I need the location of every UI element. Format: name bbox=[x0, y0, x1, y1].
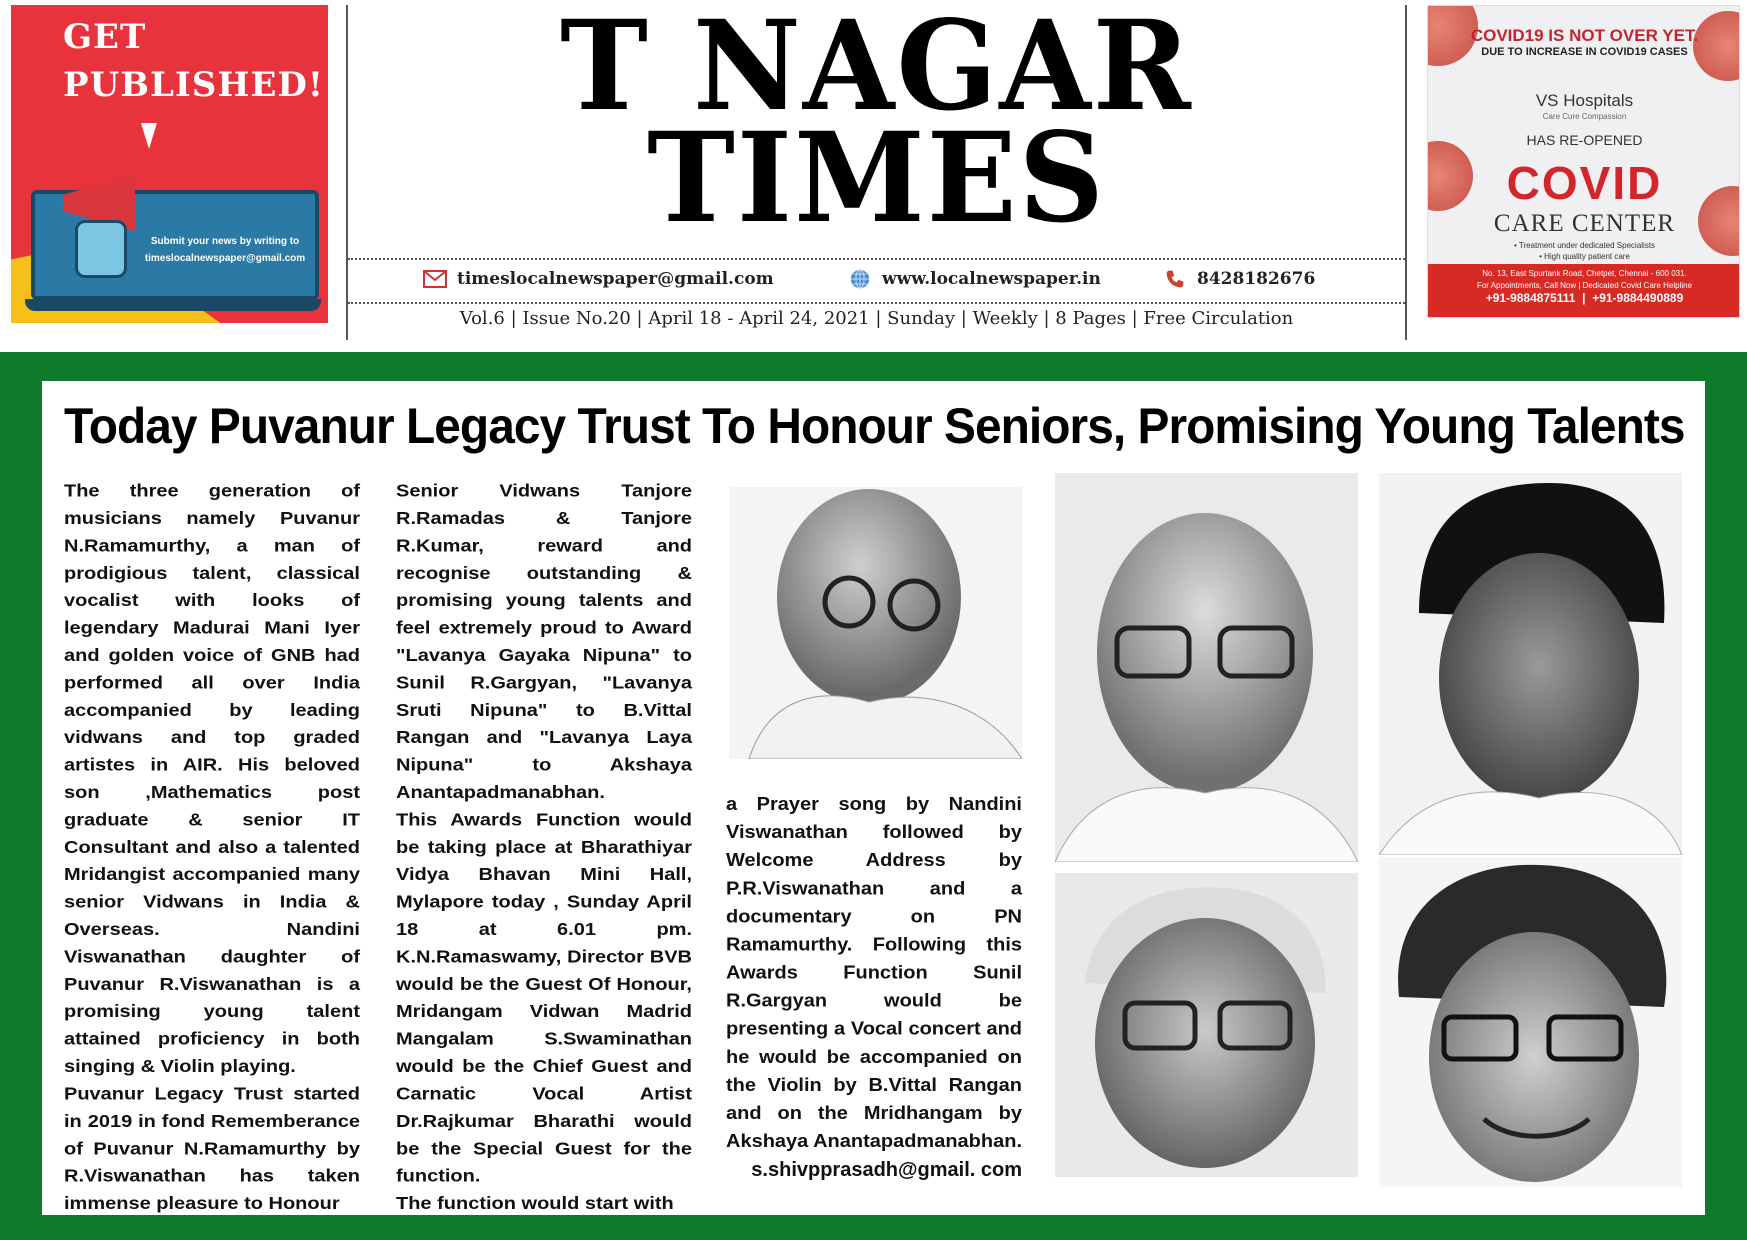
footer-phones: +91-9884875111 | +91-9884490889 bbox=[1485, 291, 1684, 305]
thumbs-up-icon bbox=[75, 220, 127, 278]
reopened-text: HAS RE-OPENED bbox=[1526, 132, 1643, 148]
email-text[interactable]: timeslocalnewspaper@gmail.com bbox=[457, 269, 774, 289]
speech-bubble-tail bbox=[141, 123, 157, 149]
column-2-paragraph-2: This Awards Function would be taking place at Bharathiyar Vidya Bhavan Mini Hall, Mylapore today , Sunday April 18 at 6.01 pm. K.N.Ramaswamy, Director BVB would be the Guest Of Honour, Mridangam Vidwan Madrid Mangalam S.Swaminathan would be the Chief Guest and Carnatic Vocal Artist Dr.Rajkumar Bharathi would be the Special Guest for the function. bbox=[396, 810, 692, 1187]
ad-bullet-1: • Treatment under dedicated Specialists bbox=[1513, 241, 1656, 250]
get-published-ad[interactable] bbox=[11, 5, 328, 323]
article-column-2 bbox=[396, 478, 692, 1218]
column-2-paragraph-3: The function would start with bbox=[396, 1194, 674, 1214]
hospital-tagline: Care Cure Compassion bbox=[1542, 112, 1627, 121]
masthead bbox=[0, 0, 1747, 350]
website-text[interactable]: www.localnewspaper.in bbox=[882, 269, 1101, 289]
title-line-1: T NAGAR bbox=[560, 0, 1193, 139]
phone-text[interactable]: 8428182676 bbox=[1197, 269, 1316, 289]
ad-submit-line1: Submit your news by writing to bbox=[150, 236, 300, 247]
mail-icon bbox=[423, 269, 447, 289]
covid-care-ad[interactable] bbox=[1427, 5, 1740, 318]
portrait-photo-2 bbox=[1055, 473, 1358, 862]
masthead-divider-right bbox=[1405, 5, 1407, 340]
hospital-logo: VS Hospitals bbox=[1535, 91, 1634, 110]
article-headline: Today Puvanur Legacy Trust To Honour Seniors, Promising Young Talents bbox=[64, 398, 1685, 454]
ad-headline bbox=[63, 13, 324, 109]
contact-website[interactable] bbox=[848, 269, 1101, 289]
ad-headline-line2: PUBLISHED! bbox=[63, 65, 324, 105]
portrait-photo-5 bbox=[1379, 857, 1682, 1187]
news-article bbox=[42, 381, 1705, 1215]
article-column-3 bbox=[726, 791, 1022, 1156]
ad-headline-line1: GET bbox=[63, 17, 147, 57]
column-3-paragraph-1: a Prayer song by Nandini Viswanathan followed by Welcome Address by P.R.Viswanathan and a documentary on PN Ramamurthy. Following this Awards Function Sunil R.Gargyan would be presenting a Vocal concert and he would be accompanied on the Violin by B.Vittal Rangan and on the Mridhangam by Akshaya Anantapadmanabhan. bbox=[726, 794, 1023, 1152]
column-1-paragraph-1: The three generation of musicians namely Puvanur N.Ramamurthy, a man of prodigious talent, classical vocalist with looks of legendary Madurai Mani Iyer and golden voice of GNB had performed all over India accompanied by leading vidwans and top graded artistes in AIR. His beloved son ,Mathematics post graduate & senior IT Consultant and also a talented Mridangist accompanied many senior Vidwans in India & Overseas. Nandini Viswanathan daughter of Puvanur R.Viswanathan is a promising young talent attained proficiency in both singing & Violin playing. bbox=[64, 481, 360, 1077]
column-2-paragraph-1: Senior Vidwans Tanjore R.Ramadas & Tanjore R.Kumar, reward and recognise outstanding & promising young talents and feel extremely proud to Award "Lavanya Gayaka Nipuna" to Sunil R.Gargyan, "Lavanya Sruti Nipuna" to B.Vittal Rangan and "Lavanya Laya Nipuna" to Akshaya Anantapadmanabhan. bbox=[396, 481, 692, 803]
ad-submit-line2: timeslocalnewspaper@gmail.com bbox=[144, 253, 306, 264]
ad-submit-text bbox=[141, 233, 309, 267]
laptop-base bbox=[25, 299, 321, 311]
covid-warning-line1: COVID19 IS NOT OVER YET. bbox=[1470, 26, 1699, 45]
ad-footer bbox=[1428, 264, 1740, 318]
phone-number-1[interactable]: +91-9884875111 bbox=[1485, 291, 1576, 305]
hospital-address: No. 13, East Spurtank Road, Chetpet, Chennai - 600 031. bbox=[1482, 269, 1687, 278]
ad-bullet-2: • High quality patient care bbox=[1539, 252, 1630, 261]
newspaper-title bbox=[348, 0, 1405, 251]
issue-info: Vol.6 | Issue No.20 | April 18 - April 24, 2021 | Sunday | Weekly | 8 Pages | Free Circulation bbox=[459, 308, 1294, 329]
portrait-photo-3 bbox=[1379, 473, 1682, 855]
article-column-1 bbox=[64, 478, 360, 1218]
care-center-title: CARE CENTER bbox=[1493, 210, 1676, 237]
contact-email[interactable] bbox=[423, 269, 774, 289]
article-byline[interactable]: s.shivpprasadh@gmail. com bbox=[751, 1159, 1022, 1181]
column-1-paragraph-2: Puvanur Legacy Trust started in 2019 in fond Rememberance of Puvanur N.Ramamurthy by R.Viswanathan has taken immense pleasure to Honour bbox=[64, 1084, 360, 1214]
contact-row bbox=[348, 258, 1405, 304]
portrait-photo-4 bbox=[1055, 873, 1358, 1177]
covid-title: COVID bbox=[1506, 157, 1663, 209]
contact-phone[interactable] bbox=[1163, 269, 1315, 289]
footer-labels: For Appointments, Call Now | Dedicated Covid Care Helpline bbox=[1476, 281, 1693, 290]
ad-bullets bbox=[1428, 240, 1740, 262]
covid-warning-line2: DUE TO INCREASE IN COVID19 CASES bbox=[1481, 46, 1688, 58]
phone-icon bbox=[1163, 269, 1187, 289]
portrait-photo-1 bbox=[729, 487, 1022, 759]
phone-number-2[interactable]: +91-9884490889 bbox=[1592, 291, 1684, 305]
globe-icon bbox=[848, 269, 872, 289]
title-line-2: TIMES bbox=[647, 104, 1106, 251]
